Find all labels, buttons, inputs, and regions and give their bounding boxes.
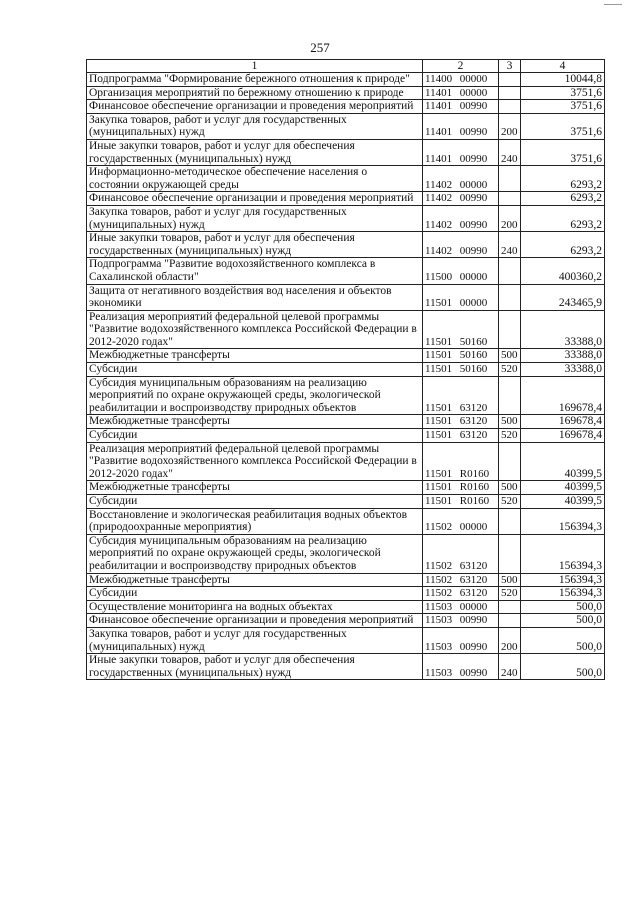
row-code [423,573,499,587]
row-kind [499,73,521,87]
row-name: Иные закупки товаров, работ и услуг для обеспечения государственных (муниципальных) нужд [87,232,423,258]
row-code-program: 11501 [425,335,453,348]
row-amount: 6293,2 [521,166,605,192]
row-code-program: 11402 [425,178,453,191]
row-code-direction: 00000 [459,86,488,99]
row-code-direction: 00990 [459,614,488,627]
row-name: Информационно-методическое обеспечение населения о состоянии окружающей среды [87,166,423,192]
table-row [87,600,605,614]
row-code-program: 11402 [425,192,453,205]
row-name: Организация мероприятий по бережному отношению к природе [87,86,423,100]
table-row [87,192,605,206]
table-body [87,73,605,680]
row-code [423,100,499,114]
row-kind: 200 [499,205,521,231]
row-name: Субсидии [87,363,423,377]
table-row [87,86,605,100]
row-code [423,86,499,100]
table-row [87,508,605,534]
row-kind [499,508,521,534]
table-row [87,113,605,139]
row-amount: 3751,6 [521,86,605,100]
row-code [423,363,499,377]
row-code-program: 11501 [425,415,453,428]
row-amount: 33388,0 [521,363,605,377]
table-row [87,495,605,509]
row-kind: 240 [499,654,521,680]
row-code-program: 11503 [425,640,453,653]
row-code [423,166,499,192]
row-code-direction: 00990 [459,640,488,653]
row-code-program: 11501 [425,297,453,310]
row-name: Реализация мероприятий федеральной целевой программы "Развитие водохозяйственного комплекса Российской Федерации в 2012-2020 годах" [87,310,423,349]
table-row [87,481,605,495]
row-amount: 500,0 [521,654,605,680]
row-code [423,113,499,139]
row-code-program: 11501 [425,481,453,494]
page-number: 257 [310,40,330,55]
table-row [87,258,605,284]
row-amount: 169678,4 [521,415,605,429]
table-row [87,205,605,231]
row-code-direction: 00990 [459,192,488,205]
row-code-direction: 63120 [459,401,488,414]
row-amount: 156394,3 [521,573,605,587]
row-code-direction: 00000 [459,270,488,283]
row-name: Субсидии [87,429,423,443]
table-row [87,100,605,114]
row-kind: 520 [499,363,521,377]
row-amount: 400360,2 [521,258,605,284]
row-code-direction: 50160 [459,363,488,376]
row-name: Финансовое обеспечение организации и проведения мероприятий [87,614,423,628]
table-row [87,573,605,587]
row-code-program: 11402 [425,244,453,257]
row-code [423,534,499,573]
row-kind: 240 [499,232,521,258]
corner-mark [604,4,622,5]
row-amount: 500,0 [521,614,605,628]
row-amount: 156394,3 [521,534,605,573]
row-name: Закупка товаров, работ и услуг для государственных (муниципальных) нужд [87,205,423,231]
row-code [423,508,499,534]
row-code [423,205,499,231]
row-code [423,73,499,87]
row-code-program: 11501 [425,401,453,414]
row-code-program: 11501 [425,467,453,480]
row-kind [499,86,521,100]
table-header-row [87,60,605,73]
row-code-direction: 63120 [459,559,488,572]
row-kind: 500 [499,481,521,495]
row-kind [499,614,521,628]
row-kind [499,534,521,573]
row-code [423,349,499,363]
row-code-program: 11401 [425,152,453,165]
table-row [87,587,605,601]
table-row [87,376,605,415]
table-row [87,310,605,349]
row-code-direction: R0160 [459,495,490,507]
table-row [87,534,605,573]
row-code-program: 11500 [425,270,453,283]
row-amount: 3751,6 [521,139,605,165]
row-amount: 33388,0 [521,349,605,363]
row-code-program: 11502 [425,559,453,572]
table-row [87,363,605,377]
row-kind [499,376,521,415]
row-kind [499,284,521,310]
row-amount: 3751,6 [521,113,605,139]
row-name: Межбюджетные трансферты [87,573,423,587]
table-row [87,429,605,443]
row-code-direction: 63120 [459,415,488,428]
row-code [423,232,499,258]
row-code [423,139,499,165]
row-amount: 169678,4 [521,376,605,415]
row-name: Субсидия муниципальным образованиям на реализацию мероприятий по охране окружающей среды, экологической реабилитации и воспроизводству природных объектов [87,376,423,415]
row-name: Межбюджетные трансферты [87,481,423,495]
row-amount: 40399,5 [521,442,605,481]
row-kind [499,166,521,192]
row-code [423,415,499,429]
row-kind [499,310,521,349]
table-row [87,614,605,628]
table-row [87,73,605,87]
row-kind: 520 [499,587,521,601]
table-row [87,349,605,363]
row-code-direction: 00000 [459,600,488,613]
row-amount: 6293,2 [521,192,605,206]
row-code-program: 11501 [425,349,453,362]
row-name: Защита от негативного воздействия вод населения и объектов экономики [87,284,423,310]
budget-table [86,59,605,680]
row-code-direction: 00990 [459,152,488,165]
row-code [423,495,499,509]
row-name: Межбюджетные трансферты [87,349,423,363]
row-kind: 520 [499,495,521,509]
row-amount: 40399,5 [521,481,605,495]
row-name: Закупка товаров, работ и услуг для государственных (муниципальных) нужд [87,627,423,653]
row-code-program: 11502 [425,521,453,534]
row-code [423,429,499,443]
row-kind: 240 [499,139,521,165]
row-amount: 169678,4 [521,429,605,443]
row-name: Финансовое обеспечение организации и проведения мероприятий [87,100,423,114]
row-amount: 156394,3 [521,508,605,534]
row-code [423,627,499,653]
row-name: Субсидии [87,495,423,509]
row-name: Иные закупки товаров, работ и услуг для обеспечения государственных (муниципальных) нужд [87,654,423,680]
row-code-direction: 00990 [459,218,488,231]
table-row [87,166,605,192]
row-kind [499,192,521,206]
row-amount: 33388,0 [521,310,605,349]
header-col-3: 3 [499,60,521,73]
row-kind [499,600,521,614]
row-code [423,600,499,614]
row-code-direction: 00990 [459,244,488,257]
row-code-program: 11503 [425,666,453,679]
row-kind [499,258,521,284]
row-name: Закупка товаров, работ и услуг для государственных (муниципальных) нужд [87,113,423,139]
row-code [423,258,499,284]
row-kind [499,100,521,114]
row-name: Межбюджетные трансферты [87,415,423,429]
row-code-direction: 63120 [459,573,488,586]
table-row [87,415,605,429]
row-code-program: 11503 [425,600,453,613]
row-code-program: 11401 [425,126,453,139]
row-code-direction: 00000 [459,297,488,310]
row-code [423,284,499,310]
row-amount: 40399,5 [521,495,605,509]
row-kind: 200 [499,627,521,653]
table-row [87,232,605,258]
row-code-direction: 00990 [459,100,488,113]
row-code-direction: R0160 [459,481,490,494]
row-kind: 200 [499,113,521,139]
header-col-4: 4 [521,60,605,73]
row-name: Восстановление и экологическая реабилитация водных объектов (природоохранные мероприятия) [87,508,423,534]
row-code-program: 11501 [425,495,453,507]
header-col-2: 2 [423,60,499,73]
row-code-direction: 00990 [459,666,488,679]
row-code [423,442,499,481]
row-code [423,481,499,495]
row-code-program: 11501 [425,363,453,376]
row-code-direction: 50160 [459,335,488,348]
row-kind: 500 [499,349,521,363]
row-code-direction: 00000 [459,73,488,85]
row-amount: 10044,8 [521,73,605,87]
table-row [87,284,605,310]
header-col-1: 1 [87,60,423,73]
row-name: Осуществление мониторинга на водных объектах [87,600,423,614]
row-kind: 500 [499,415,521,429]
row-name: Подпрограмма "Развитие водохозяйственного комплекса в Сахалинской области" [87,258,423,284]
row-name: Подпрограмма "Формирование бережного отношения к природе" [87,73,423,87]
row-amount: 500,0 [521,627,605,653]
row-code [423,587,499,601]
row-amount: 6293,2 [521,205,605,231]
row-amount: 156394,3 [521,587,605,601]
table-row [87,654,605,680]
row-name: Реализация мероприятий федеральной целевой программы "Развитие водохозяйственного комплекса Российской Федерации в 2012-2020 годах" [87,442,423,481]
row-name: Субсидия муниципальным образованиям на реализацию мероприятий по охране окружающей среды, экологической реабилитации и воспроизводству природных объектов [87,534,423,573]
row-code-direction: 00000 [459,178,488,191]
row-code [423,614,499,628]
row-code [423,310,499,349]
row-code [423,376,499,415]
row-code-direction: R0160 [459,467,490,480]
row-amount: 500,0 [521,600,605,614]
row-code-direction: 63120 [459,429,488,442]
row-code-program: 11401 [425,100,453,113]
row-code-program: 11501 [425,429,453,442]
row-name: Финансовое обеспечение организации и проведения мероприятий [87,192,423,206]
row-code [423,192,499,206]
row-name: Субсидии [87,587,423,601]
row-kind [499,442,521,481]
row-code-direction: 00990 [459,126,488,139]
row-code-program: 11400 [425,73,453,85]
table-row [87,442,605,481]
row-code-direction: 50160 [459,349,488,362]
row-kind: 500 [499,573,521,587]
row-code-direction: 63120 [459,587,488,600]
row-code-program: 11502 [425,573,453,586]
row-code-program: 11401 [425,86,453,99]
row-code [423,654,499,680]
row-name: Иные закупки товаров, работ и услуг для обеспечения государственных (муниципальных) нужд [87,139,423,165]
table-row [87,627,605,653]
row-kind: 520 [499,429,521,443]
row-code-program: 11503 [425,614,453,627]
table-row [87,139,605,165]
row-amount: 3751,6 [521,100,605,114]
row-code-program: 11502 [425,587,453,600]
row-code-program: 11402 [425,218,453,231]
row-amount: 243465,9 [521,284,605,310]
row-amount: 6293,2 [521,232,605,258]
row-code-direction: 00000 [459,521,488,534]
